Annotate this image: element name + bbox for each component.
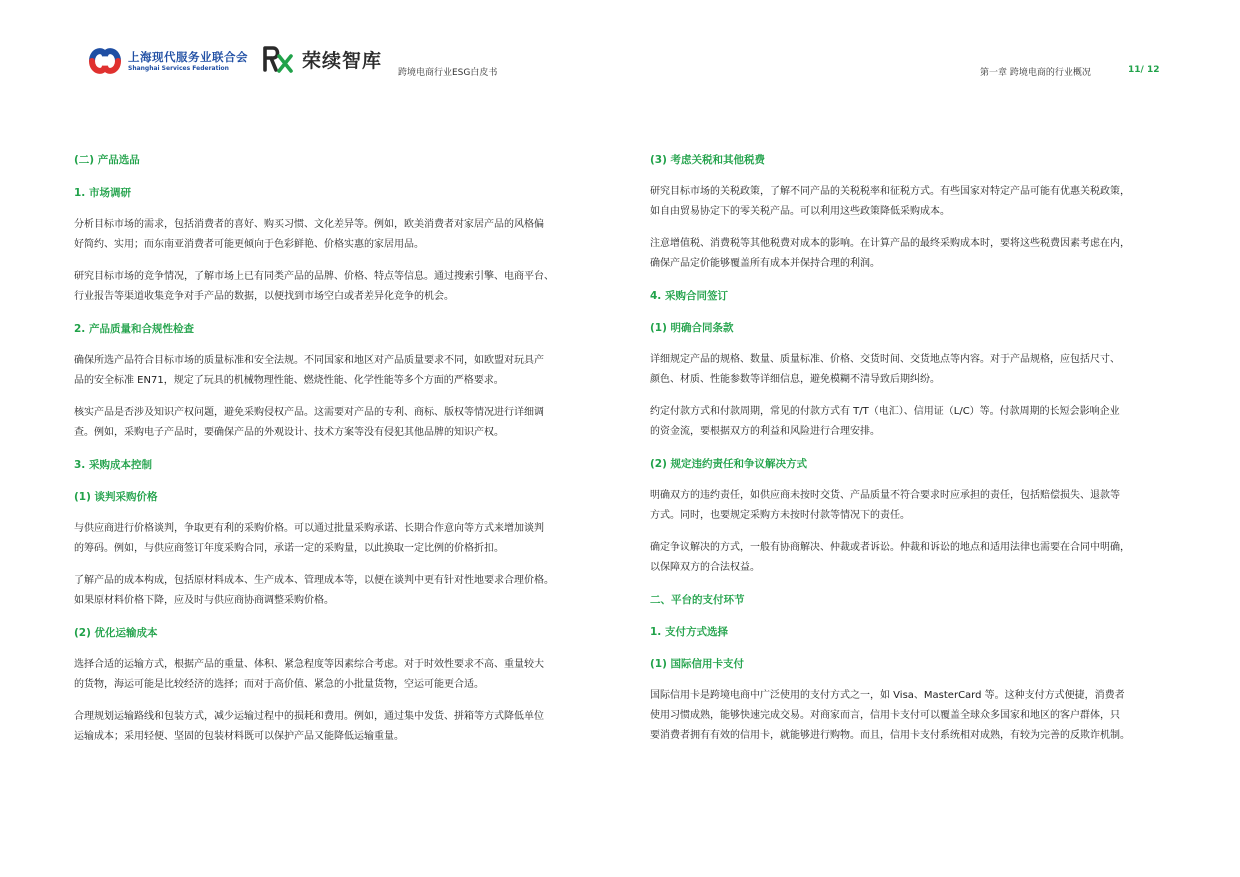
paragraph-line: 确保所选产品符合目标市场的质量标准和安全法规。不同国家和地区对产品质量要求不同，如欧盟对玩具产 (74, 355, 544, 366)
paragraph (650, 350, 1175, 390)
section-heading: 4. 采购合同签订 (650, 290, 728, 302)
paragraph (74, 351, 599, 391)
paragraph (650, 486, 1175, 526)
paragraph-line: 分析目标市场的需求，包括消费者的喜好、购买习惯、文化差异等。例如，欧美消费者对家居产品的风格偏 (74, 219, 544, 230)
paragraph-line: 好简约、实用；而东南亚消费者可能更倾向于色彩鲜艳、价格实惠的家居用品。 (74, 239, 424, 250)
chapter-label: 第一章 跨境电商的行业概况 (980, 68, 1091, 78)
paragraph-line: 合理规划运输路线和包装方式，减少运输过程中的损耗和费用。例如，通过集中发货、拼箱等方式降低单位 (74, 711, 544, 722)
page-header (0, 0, 1240, 110)
federation-name-en: Shanghai Services Federation (128, 64, 229, 72)
paragraph (74, 707, 599, 747)
section-heading: 二、平台的支付环节 (650, 594, 745, 606)
paragraph-line: 明确双方的违约责任，如供应商未按时交货、产品质量不符合要求时应承担的责任，包括赔偿损失、退款等 (650, 490, 1120, 501)
paragraph-line: 要消费者拥有有效的信用卡，就能够进行购物。而且，信用卡支付系统相对成熟，有较为完善的反欺诈机制。 (650, 730, 1130, 741)
document-title: 跨境电商行业ESG白皮书 (398, 68, 498, 78)
paragraph (650, 182, 1175, 222)
paragraph-line: 选择合适的运输方式，根据产品的重量、体积、紧急程度等因素综合考虑。对于时效性要求不高、重量较大 (74, 659, 544, 670)
paragraph-line: 与供应商进行价格谈判，争取更有利的采购价格。可以通过批量采购承诺、长期合作意向等方式来增加谈判 (74, 523, 544, 534)
left-column (74, 150, 599, 747)
paragraph-line: 约定付款方式和付款周期，常见的付款方式有 T/T（电汇）、信用证（L/C）等。付款周期的长短会影响企业 (650, 406, 1120, 417)
section-heading: (1) 谈判采购价格 (74, 491, 158, 503)
paragraph-line: 运输成本；采用轻便、坚固的包装材料既可以保护产品又能降低运输重量。 (74, 731, 404, 742)
section-heading: 1. 支付方式选择 (650, 626, 728, 638)
paragraph-line: 的筹码。例如，与供应商签订年度采购合同，承诺一定的采购量，以此换取一定比例的价格折扣。 (74, 543, 504, 554)
paragraph (650, 538, 1175, 578)
paragraph-line: 注意增值税、消费税等其他税费对成本的影响。在计算产品的最终采购成本时，要将这些税费因素考虑在内， (650, 238, 1130, 249)
paragraph-line: 的资金流，要根据双方的利益和风险进行合理安排。 (650, 426, 880, 437)
federation-name-cn: 上海现代服务业联合会 (128, 49, 248, 64)
federation-emblem-icon (86, 44, 124, 78)
paragraph-line: 查。例如，采购电子产品时，要确保产品的外观设计、技术方案等没有侵犯其他品牌的知识产权。 (74, 427, 504, 438)
paragraph-line: 如自由贸易协定下的零关税产品。可以利用这些政策降低采购成本。 (650, 206, 950, 217)
section-heading: 3. 采购成本控制 (74, 459, 152, 471)
section-heading: 2. 产品质量和合规性检查 (74, 323, 194, 335)
paragraph (74, 267, 599, 307)
paragraph (650, 402, 1175, 442)
paragraph (74, 403, 599, 443)
paragraph-line: 确保产品定价能够覆盖所有成本并保持合理的利润。 (650, 258, 880, 269)
section-heading: (3) 考虑关税和其他税费 (650, 154, 766, 166)
paragraph-line: 以保障双方的合法权益。 (650, 562, 760, 573)
paragraph-line: 研究目标市场的关税政策，了解不同产品的关税税率和征税方式。有些国家对特定产品可能有优惠关税政策， (650, 186, 1130, 197)
paragraph-line: 颜色、材质、性能参数等详细信息，避免模糊不清导致后期纠纷。 (650, 374, 940, 385)
paragraph (74, 215, 599, 255)
paragraph-line: 国际信用卡是跨境电商中广泛使用的支付方式之一，如 Visa、MasterCard 等。这种支付方式便捷，消费者 (650, 690, 1125, 701)
paragraph-line: 品的安全标准 EN71，规定了玩具的机械物理性能、燃烧性能、化学性能等多个方面的严格要求。 (74, 375, 504, 386)
right-column (650, 150, 1175, 746)
paragraph-line: 确定争议解决的方式，一般有协商解决、仲裁或者诉讼。仲裁和诉讼的地点和适用法律也需要在合同中明确， (650, 542, 1130, 553)
section-heading: (2) 优化运输成本 (74, 627, 158, 639)
paragraph-line: 研究目标市场的竞争情况，了解市场上已有同类产品的品牌、价格、特点等信息。通过搜索引擎、电商平台、 (74, 271, 554, 282)
page-number: 11/ 12 (1128, 65, 1160, 75)
paragraph (650, 686, 1175, 746)
paragraph (650, 234, 1175, 274)
section-heading: 1. 市场调研 (74, 187, 131, 199)
paragraph-line: 方式。同时，也要规定采购方未按时付款等情况下的责任。 (650, 510, 910, 521)
think-tank-name: 荣续智库 (302, 49, 383, 72)
paragraph (74, 519, 599, 559)
paragraph (74, 655, 599, 695)
paragraph-line: 行业报告等渠道收集竞争对手产品的数据，以便找到市场空白或者差异化竞争的机会。 (74, 291, 454, 302)
section-heading: (1) 国际信用卡支付 (650, 658, 745, 670)
paragraph-line: 了解产品的成本构成，包括原材料成本、生产成本、管理成本等，以便在谈判中更有针对性地要求合理价格。 (74, 575, 554, 586)
paragraph-line: 详细规定产品的规格、数量、质量标准、价格、交货时间、交货地点等内容。对于产品规格，应包括尺寸、 (650, 354, 1120, 365)
section-heading: (二) 产品选品 (74, 154, 140, 166)
paragraph-line: 的货物，海运可能是比较经济的选择；而对于高价值、紧急的小批量货物，空运可能更合适。 (74, 679, 484, 690)
paragraph (74, 571, 599, 611)
paragraph-line: 如果原材料价格下降，应及时与供应商协商调整采购价格。 (74, 595, 334, 606)
section-heading: (2) 规定违约责任和争议解决方式 (650, 458, 808, 470)
paragraph-line: 使用习惯成熟，能够快速完成交易。对商家而言，信用卡支付可以覆盖全球众多国家和地区的客户群体，只 (650, 710, 1120, 721)
rx-logo-icon (262, 44, 294, 74)
section-heading: (1) 明确合同条款 (650, 322, 734, 334)
rongxu-think-tank-logo (262, 44, 382, 74)
paragraph-line: 核实产品是否涉及知识产权问题，避免采购侵权产品。这需要对产品的专利、商标、版权等情况进行详细调 (74, 407, 544, 418)
shanghai-services-federation-logo (86, 44, 248, 78)
